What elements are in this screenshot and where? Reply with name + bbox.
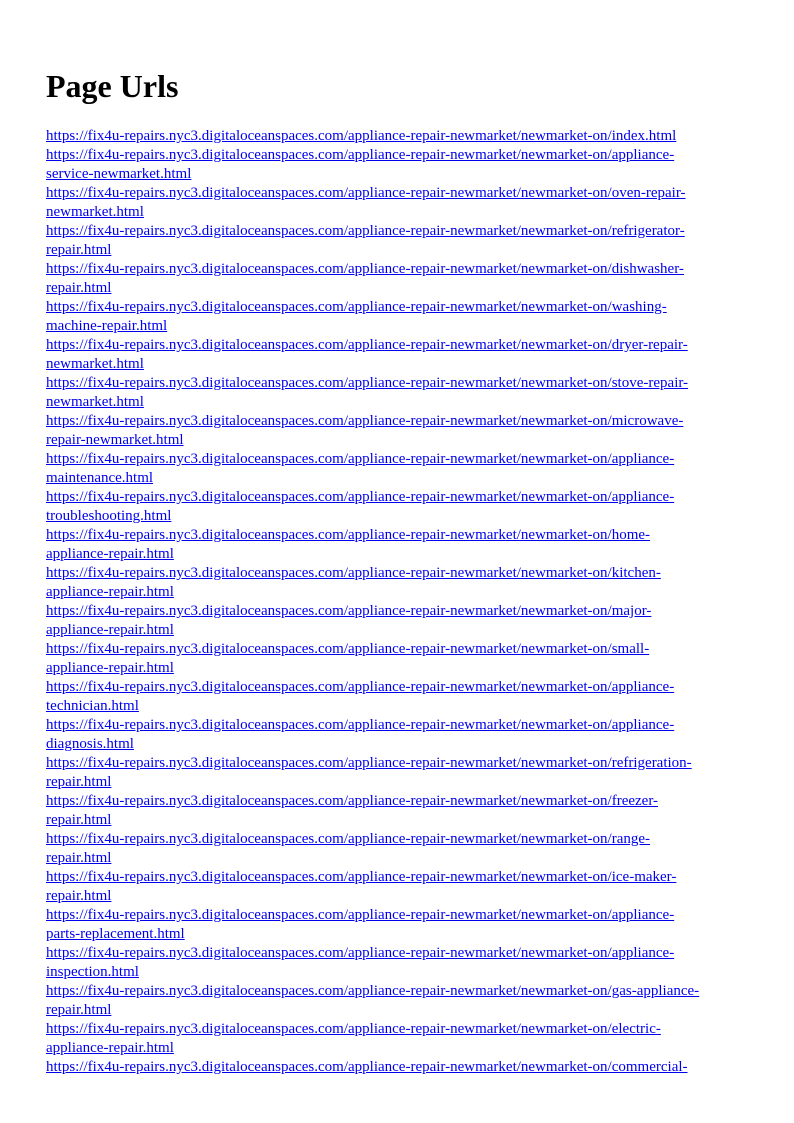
url-link-continuation[interactable]: repair.html <box>46 1002 112 1018</box>
url-link[interactable]: https://fix4u-repairs.nyc3.digitaloceanspaces.com/appliance-repair-newmarket/newmarket-on/range- <box>46 831 651 847</box>
url-link-continuation[interactable]: troubleshooting.html <box>46 508 172 524</box>
url-link[interactable]: https://fix4u-repairs.nyc3.digitaloceanspaces.com/appliance-repair-newmarket/newmarket-on/kitchen- <box>46 565 661 581</box>
url-link-continuation[interactable]: appliance-repair.html <box>46 546 174 562</box>
url-link[interactable]: https://fix4u-repairs.nyc3.digitaloceanspaces.com/appliance-repair-newmarket/newmarket-on/appliance- <box>46 489 675 505</box>
url-list-item <box>46 602 746 640</box>
url-list-item <box>46 526 746 564</box>
url-link-continuation[interactable]: repair.html <box>46 888 112 904</box>
url-link[interactable]: https://fix4u-repairs.nyc3.digitaloceanspaces.com/appliance-repair-newmarket/newmarket-on/freezer- <box>46 793 659 809</box>
url-link[interactable]: https://fix4u-repairs.nyc3.digitaloceanspaces.com/appliance-repair-newmarket/newmarket-on/home- <box>46 527 651 543</box>
url-link-continuation[interactable]: newmarket.html <box>46 356 144 372</box>
url-link-continuation[interactable]: newmarket.html <box>46 394 144 410</box>
url-link-continuation[interactable]: repair-newmarket.html <box>46 432 184 448</box>
url-list-item <box>46 564 746 602</box>
url-list-item <box>46 678 746 716</box>
url-list-item <box>46 260 746 298</box>
url-link[interactable]: https://fix4u-repairs.nyc3.digitaloceanspaces.com/appliance-repair-newmarket/newmarket-on/appliance- <box>46 679 675 695</box>
url-link[interactable]: https://fix4u-repairs.nyc3.digitaloceanspaces.com/appliance-repair-newmarket/newmarket-on/refrigerator- <box>46 223 685 239</box>
url-link[interactable]: https://fix4u-repairs.nyc3.digitaloceanspaces.com/appliance-repair-newmarket/newmarket-on/dishwasher- <box>46 261 684 277</box>
url-link[interactable]: https://fix4u-repairs.nyc3.digitaloceanspaces.com/appliance-repair-newmarket/newmarket-on/appliance- <box>46 945 675 961</box>
page-title: Page Urls <box>46 68 179 104</box>
url-link[interactable]: https://fix4u-repairs.nyc3.digitaloceanspaces.com/appliance-repair-newmarket/newmarket-on/appliance- <box>46 451 675 467</box>
url-list-item <box>46 298 746 336</box>
url-list-item <box>46 374 746 412</box>
url-link-continuation[interactable]: machine-repair.html <box>46 318 168 334</box>
url-list-item <box>46 412 746 450</box>
url-list-item <box>46 184 746 222</box>
url-link-continuation[interactable]: newmarket.html <box>46 204 144 220</box>
url-link[interactable]: https://fix4u-repairs.nyc3.digitaloceanspaces.com/appliance-repair-newmarket/newmarket-on/oven-repair- <box>46 185 686 201</box>
url-link-continuation[interactable]: repair.html <box>46 812 112 828</box>
url-link[interactable]: https://fix4u-repairs.nyc3.digitaloceanspaces.com/appliance-repair-newmarket/newmarket-on/gas-appliance- <box>46 983 700 999</box>
url-list-item <box>46 450 746 488</box>
url-list <box>46 127 746 1077</box>
url-link[interactable]: https://fix4u-repairs.nyc3.digitaloceanspaces.com/appliance-repair-newmarket/newmarket-on/commercial- <box>46 1059 688 1075</box>
url-link-continuation[interactable]: repair.html <box>46 774 112 790</box>
url-list-item <box>46 868 746 906</box>
url-link-continuation[interactable]: technician.html <box>46 698 139 714</box>
url-list-item <box>46 488 746 526</box>
url-link[interactable]: https://fix4u-repairs.nyc3.digitaloceanspaces.com/appliance-repair-newmarket/newmarket-on/major- <box>46 603 652 619</box>
url-link[interactable]: https://fix4u-repairs.nyc3.digitaloceanspaces.com/appliance-repair-newmarket/newmarket-on/stove-repair- <box>46 375 689 391</box>
url-list-item <box>46 982 746 1020</box>
url-list-item <box>46 222 746 260</box>
url-link-continuation[interactable]: appliance-repair.html <box>46 622 174 638</box>
url-link[interactable]: https://fix4u-repairs.nyc3.digitaloceanspaces.com/appliance-repair-newmarket/newmarket-on/dryer-repair- <box>46 337 688 353</box>
url-link-continuation[interactable]: repair.html <box>46 850 112 866</box>
url-link-continuation[interactable]: service-newmarket.html <box>46 166 192 182</box>
url-link[interactable]: https://fix4u-repairs.nyc3.digitaloceanspaces.com/appliance-repair-newmarket/newmarket-on/appliance- <box>46 717 675 733</box>
url-list-item <box>46 336 746 374</box>
url-list-item <box>46 716 746 754</box>
url-link[interactable]: https://fix4u-repairs.nyc3.digitaloceanspaces.com/appliance-repair-newmarket/newmarket-on/microwave- <box>46 413 684 429</box>
url-link[interactable]: https://fix4u-repairs.nyc3.digitaloceanspaces.com/appliance-repair-newmarket/newmarket-on/washing- <box>46 299 667 315</box>
url-link-continuation[interactable]: diagnosis.html <box>46 736 134 752</box>
url-link[interactable]: https://fix4u-repairs.nyc3.digitaloceanspaces.com/appliance-repair-newmarket/newmarket-on/appliance- <box>46 907 675 923</box>
url-list-item <box>46 127 746 146</box>
url-list-item <box>46 754 746 792</box>
url-link-continuation[interactable]: maintenance.html <box>46 470 154 486</box>
url-link-continuation[interactable]: repair.html <box>46 242 112 258</box>
url-link-continuation[interactable]: repair.html <box>46 280 112 296</box>
url-list-item <box>46 830 746 868</box>
url-list-item <box>46 906 746 944</box>
url-link[interactable]: https://fix4u-repairs.nyc3.digitaloceanspaces.com/appliance-repair-newmarket/newmarket-on/ice-maker- <box>46 869 677 885</box>
url-link[interactable]: https://fix4u-repairs.nyc3.digitaloceanspaces.com/appliance-repair-newmarket/newmarket-on/index.html <box>46 128 677 144</box>
url-link[interactable]: https://fix4u-repairs.nyc3.digitaloceanspaces.com/appliance-repair-newmarket/newmarket-on/electric- <box>46 1021 661 1037</box>
url-list-item <box>46 792 746 830</box>
url-list-item <box>46 146 746 184</box>
url-link-continuation[interactable]: appliance-repair.html <box>46 584 174 600</box>
url-link-continuation[interactable]: appliance-repair.html <box>46 1040 174 1056</box>
url-link-continuation[interactable]: inspection.html <box>46 964 139 980</box>
url-list-item <box>46 1020 746 1058</box>
url-link[interactable]: https://fix4u-repairs.nyc3.digitaloceanspaces.com/appliance-repair-newmarket/newmarket-on/small- <box>46 641 650 657</box>
url-link[interactable]: https://fix4u-repairs.nyc3.digitaloceanspaces.com/appliance-repair-newmarket/newmarket-on/refrigeration- <box>46 755 692 771</box>
url-link-continuation[interactable]: parts-replacement.html <box>46 926 185 942</box>
url-list-item <box>46 640 746 678</box>
url-list-item <box>46 1058 746 1077</box>
url-link[interactable]: https://fix4u-repairs.nyc3.digitaloceanspaces.com/appliance-repair-newmarket/newmarket-on/appliance- <box>46 147 675 163</box>
url-link-continuation[interactable]: appliance-repair.html <box>46 660 174 676</box>
url-list-item <box>46 944 746 982</box>
